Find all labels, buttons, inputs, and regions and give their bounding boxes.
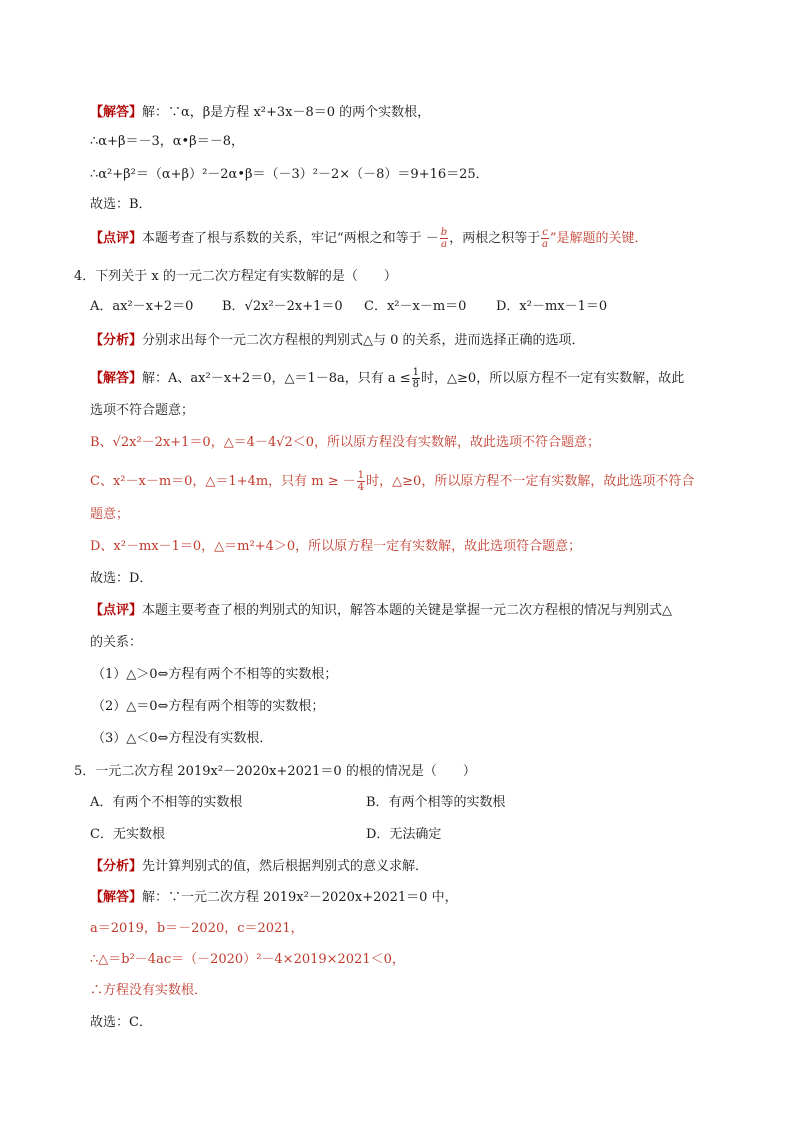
answer-tag: 【解答】: [90, 890, 143, 905]
fraction-numerator: c: [542, 227, 548, 238]
q4-comment-line2: 的关系：: [90, 635, 143, 650]
answer-tag: 【解答】: [90, 105, 143, 120]
fraction-one-eighth: [412, 367, 420, 390]
analysis-tag: 【分析】: [90, 333, 143, 348]
q4-answer-d: D、x²－mx－1＝0，△＝m²+4＞0，所以原方程一定有实数解，故此选项符合题意；: [90, 539, 582, 554]
q5-delta: ∴△＝b²－4ac＝（－2020）²－4×2019×2021＜0，: [90, 952, 405, 967]
fraction-numerator: 1: [357, 470, 365, 481]
fraction-c-over-a: [541, 227, 549, 250]
fraction-denominator: a: [542, 239, 548, 250]
q5-option-c: C．无实数根: [90, 827, 165, 842]
q3-choose: 故选：B．: [90, 197, 152, 212]
q4-comment: [90, 602, 672, 620]
q4-answer-c-line2: 题意；: [90, 507, 130, 522]
q5-conclusion: ∴方程没有实数根．: [90, 983, 208, 998]
q4-option-b: B．√2x²－2x+1＝0: [222, 299, 343, 314]
q5-option-d: D．无法确定: [366, 827, 442, 842]
comment-text: 本题主要考查了根的判别式的知识，解答本题的关键是掌握一元二次方程根的情况与判别式△: [142, 603, 673, 618]
fraction-numerator: 1: [412, 367, 420, 378]
q4-stem: 4．下列关于 x 的一元二次方程定有实数解的是（ ）: [74, 269, 397, 284]
q5-option-b: B．有两个相等的实数根: [366, 795, 506, 810]
fraction-numerator: b: [440, 227, 448, 238]
analysis-text: 先计算判别式的值，然后根据判别式的意义求解．: [142, 859, 429, 874]
answer-tag: 【解答】: [90, 371, 143, 386]
analysis-text: 分别求出每个一元二次方程根的判别式△与 0 的关系，进而选择正确的选项．: [142, 333, 585, 348]
answer-a-after: 时，△≥0，所以原方程不一定有实数解，故此: [421, 371, 685, 386]
q5-answer: [90, 889, 458, 907]
q4-comment-item-3: （3）△＜0⇔方程没有实数根．: [92, 731, 273, 746]
q5-choose: 故选：C．: [90, 1015, 152, 1030]
q4-option-a: A．ax²－x+2＝0: [90, 299, 194, 314]
q4-answer-a: [90, 367, 684, 390]
comment-text-before: 本题考查了根与系数的关系，牢记“两根之和等于 －: [142, 231, 439, 246]
q5-coefficients: a＝2019，b＝－2020，c＝2021，: [90, 921, 304, 936]
q4-comment-item-1: （1）△＞0⇔方程有两个不相等的实数根；: [92, 667, 338, 682]
q3-answer-line: [90, 104, 430, 122]
q4-option-c: C．x²－x－m＝0: [364, 299, 467, 314]
q3-step-2: ∴α²+β²＝（α+β）²－2α•β＝（－3）²－2×（－8）＝9+16＝25．: [90, 167, 489, 182]
fraction-one-quarter: [357, 470, 365, 493]
fraction-denominator: a: [441, 239, 447, 250]
fraction-denominator: 8: [412, 379, 420, 390]
q4-option-d: D．x²－mx－1＝0: [496, 299, 608, 314]
q4-answer-b: B、√2x²－2x+1＝0，△＝4－4√2＜0，所以原方程没有实数解，故此选项不符合题意；: [90, 435, 601, 450]
answer-c-after: 时，△≥0，所以原方程不一定有实数解，故此选项不符合: [366, 474, 695, 489]
q3-comment-line: [90, 227, 647, 250]
fraction-denominator: 4: [357, 482, 365, 493]
q4-answer-c: [90, 470, 694, 493]
q5-option-a: A．有两个不相等的实数根: [90, 795, 243, 810]
analysis-tag: 【分析】: [90, 859, 143, 874]
q4-analysis: [90, 332, 585, 350]
q3-step-1: ∴α+β＝－3，α•β＝－8，: [90, 134, 244, 149]
answer-text: 解：∵一元二次方程 2019x²－2020x+2021＝0 中，: [142, 890, 458, 905]
answer-a-before: 解：A、ax²－x+2＝0，△＝1－8a，只有 a ≤: [142, 371, 411, 386]
fraction-b-over-a: [440, 227, 448, 250]
comment-text-mid: ，两根之积等于: [449, 231, 541, 246]
q5-analysis: [90, 858, 428, 876]
answer-c-before: C、x²－x－m＝0，△＝1+4m，只有 m ≥ －: [90, 474, 356, 489]
comment-tag: 【点评】: [90, 603, 143, 618]
answer-text: 解：∵α，β是方程 x²+3x－8＝0 的两个实数根，: [142, 105, 431, 120]
q4-answer-a-line2: 选项不符合题意；: [90, 403, 195, 418]
comment-text-after: ”是解题的关键．: [549, 231, 648, 246]
q4-choose: 故选：D．: [90, 571, 153, 586]
q4-comment-item-2: （2）△＝0⇔方程有两个相等的实数根；: [92, 699, 325, 714]
q5-stem: 5．一元二次方程 2019x²－2020x+2021＝0 的根的情况是（ ）: [74, 764, 476, 779]
comment-tag: 【点评】: [90, 231, 143, 246]
